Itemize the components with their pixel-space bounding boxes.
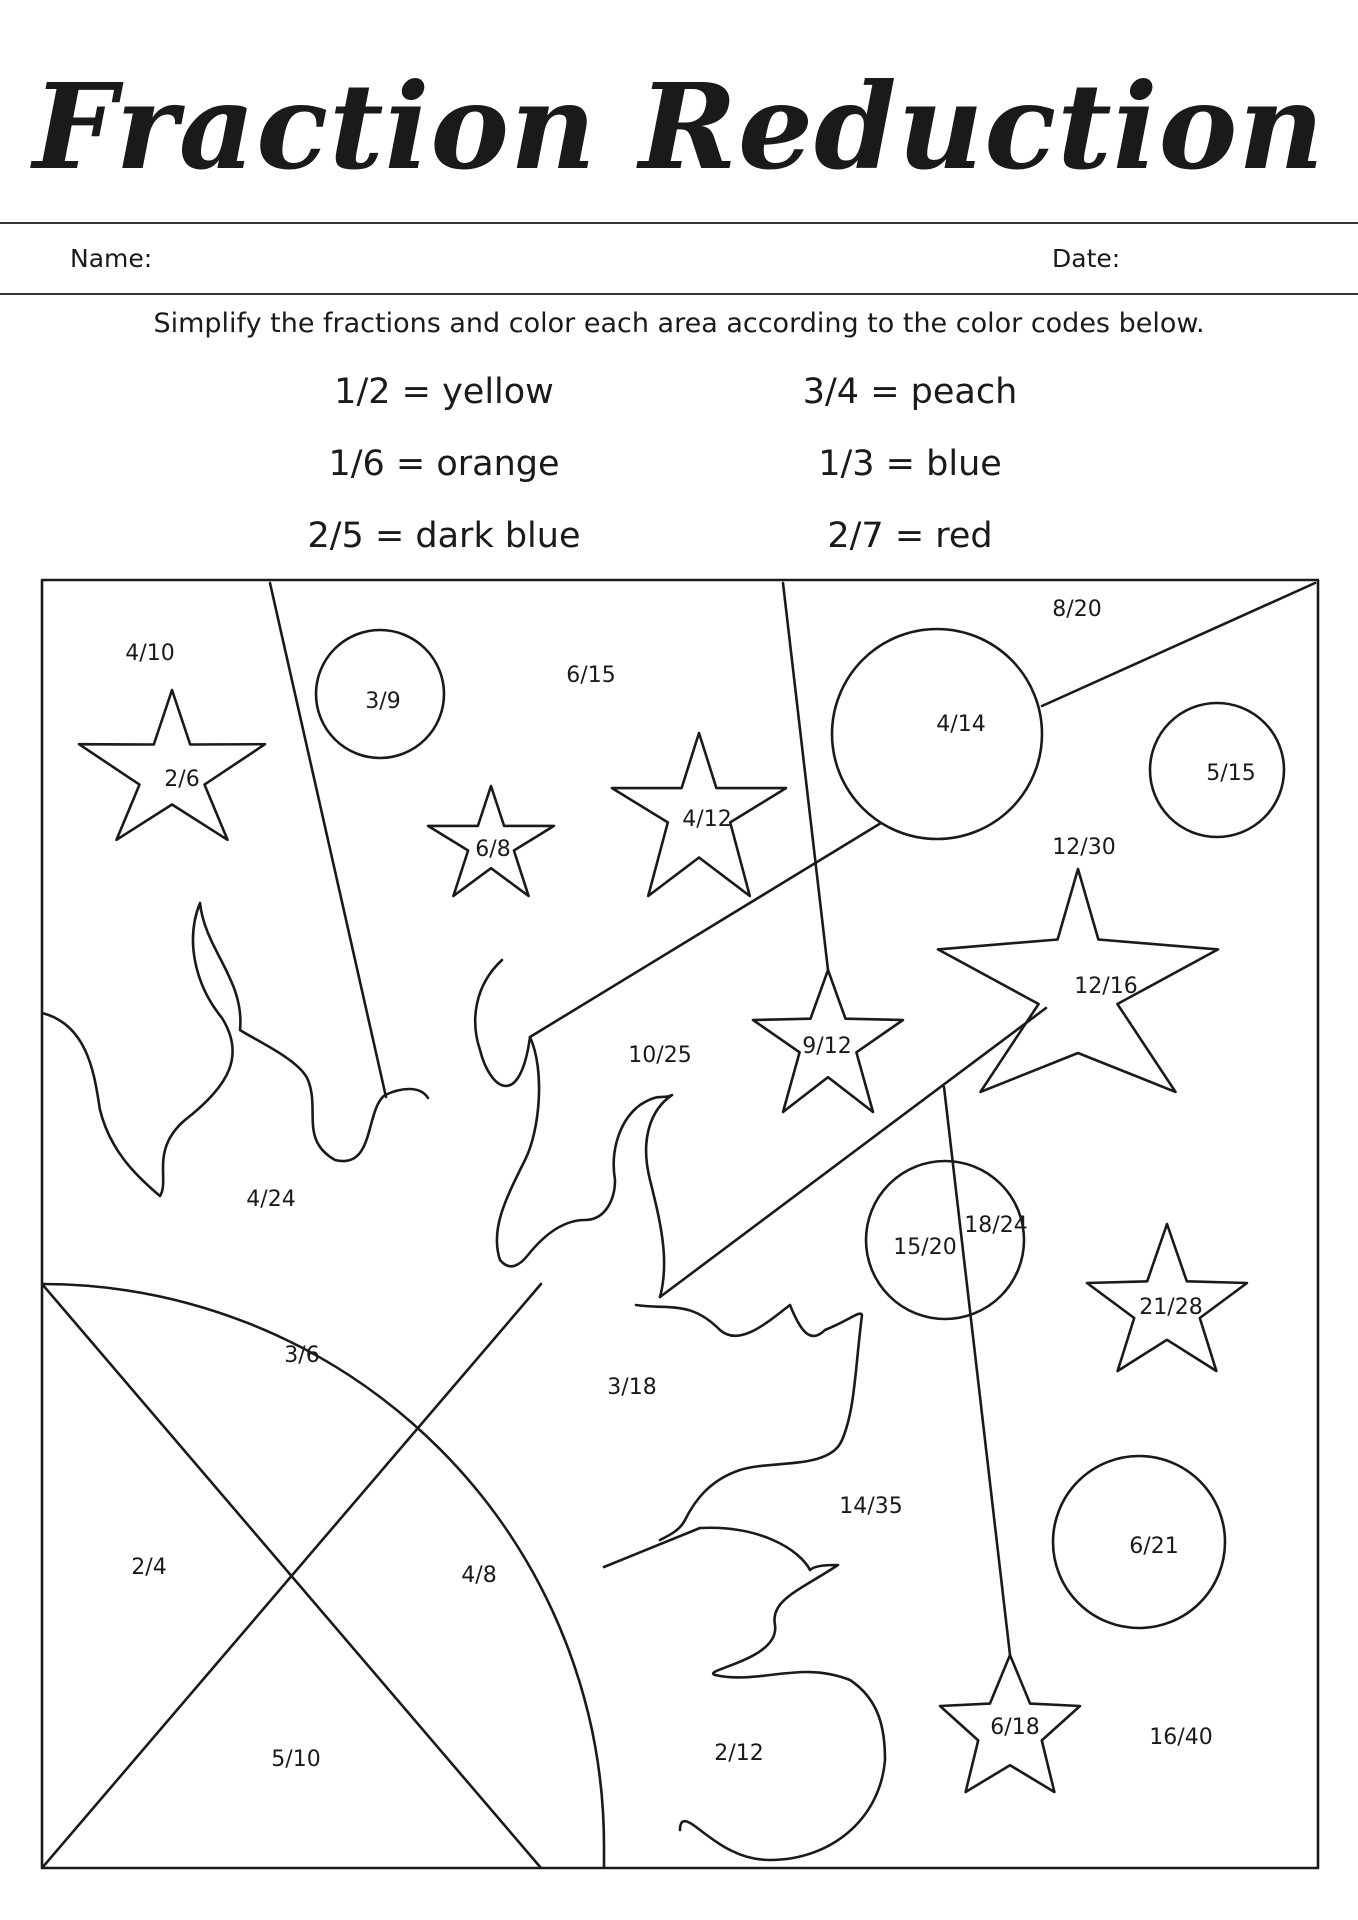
flame-outline-left (42, 903, 428, 1196)
flame-outline-lower (680, 1528, 885, 1860)
color-code-peach: 3/4 = peach (802, 372, 1018, 412)
fraction-label: 4/8 (461, 1563, 497, 1588)
fraction-label: 8/20 (1052, 597, 1102, 622)
fraction-label: 4/10 (125, 641, 175, 666)
divider-line (783, 583, 828, 970)
divider-line (530, 823, 881, 1037)
fraction-label: 5/10 (271, 1747, 321, 1772)
worksheet-title: Fraction Reduction (32, 57, 1326, 196)
fraction-label: 10/25 (628, 1043, 692, 1068)
fraction-label: 3/18 (607, 1375, 657, 1400)
fraction-label: 15/20 (893, 1235, 957, 1260)
fraction-label: 3/9 (365, 689, 401, 714)
fraction-label: 6/15 (566, 663, 616, 688)
star-2-6 (79, 690, 265, 840)
fraction-label: 5/15 (1206, 761, 1256, 786)
fraction-label: 12/16 (1074, 974, 1138, 999)
color-code-yellow: 1/2 = yellow (334, 372, 554, 412)
fraction-label: 18/24 (964, 1213, 1028, 1238)
fraction-label: 4/12 (682, 807, 732, 832)
sun-arc (42, 1284, 604, 1868)
color-code-red: 2/7 = red (827, 516, 993, 556)
fraction-label: 12/30 (1052, 835, 1116, 860)
fraction-label: 2/4 (131, 1555, 167, 1580)
color-code-blue: 1/3 = blue (818, 444, 1002, 484)
fraction-label: 6/21 (1129, 1534, 1179, 1559)
fraction-label: 3/6 (284, 1343, 320, 1368)
fraction-label: 6/18 (990, 1715, 1040, 1740)
fraction-label: 2/6 (164, 767, 200, 792)
name-label: Name: (70, 244, 153, 273)
instructions: Simplify the fractions and color each area according to the color codes below. (153, 308, 1205, 339)
flame-outline-right (636, 1305, 862, 1540)
color-code-dark-blue: 2/5 = dark blue (307, 516, 581, 556)
fraction-label: 14/35 (839, 1494, 903, 1519)
color-code-orange: 1/6 = orange (328, 444, 560, 484)
fraction-label: 2/12 (714, 1741, 764, 1766)
fraction-label: 16/40 (1149, 1725, 1213, 1750)
divider-line (604, 1528, 700, 1567)
fraction-label: 21/28 (1139, 1295, 1203, 1320)
date-label: Date: (1052, 244, 1121, 273)
divider-line (944, 1087, 1010, 1655)
fraction-label: 9/12 (802, 1034, 852, 1059)
fraction-label: 4/14 (936, 712, 986, 737)
divider-line (660, 1008, 1046, 1297)
picture-frame (42, 580, 1318, 1868)
fraction-label: 4/24 (246, 1187, 296, 1212)
divider-line (270, 583, 386, 1097)
fraction-label: 6/8 (475, 837, 511, 862)
